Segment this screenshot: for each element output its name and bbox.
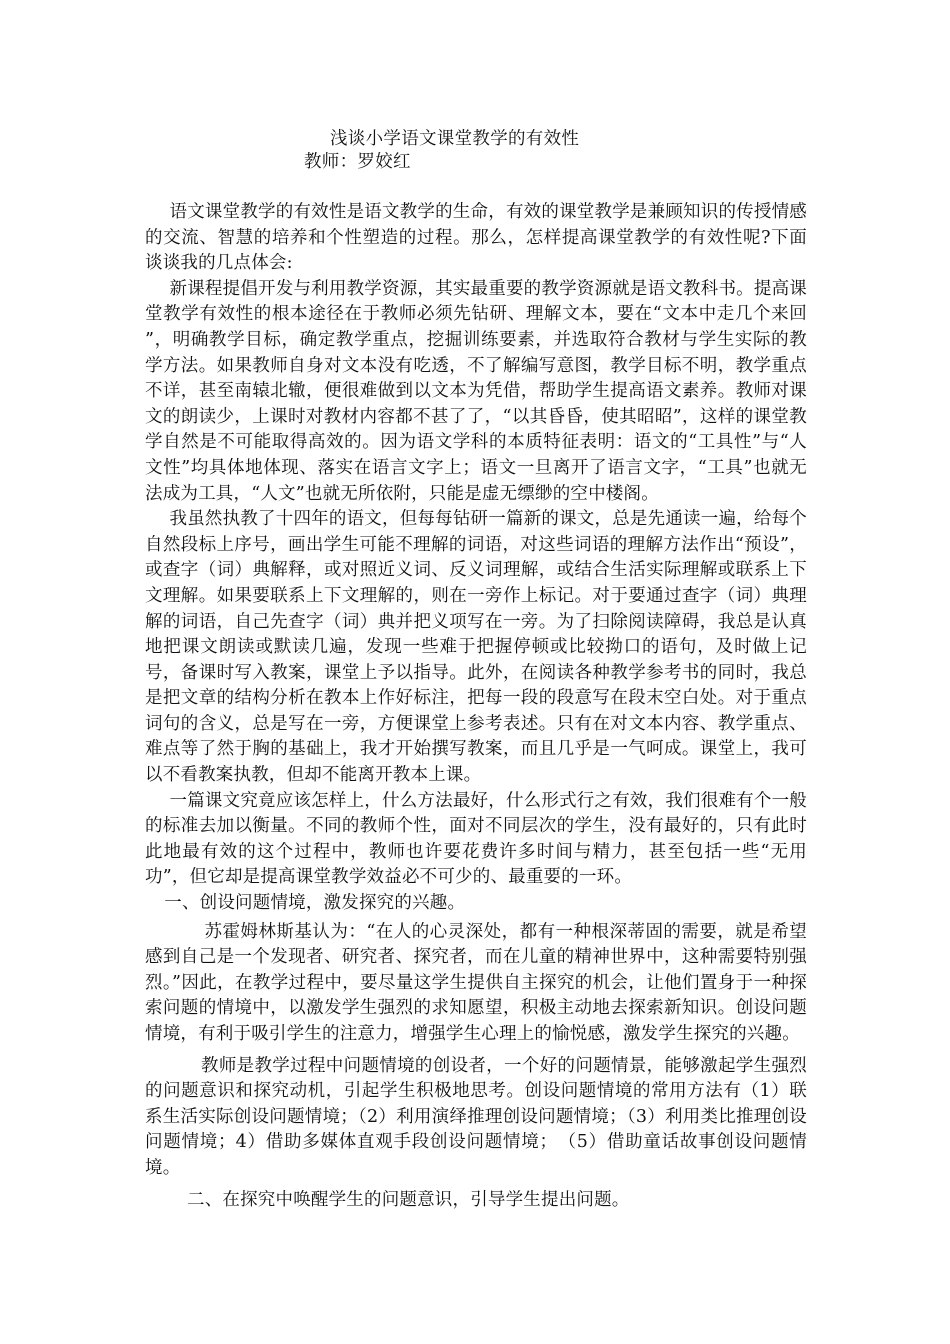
section-heading-1: 一、创设问题情境，激发探究的兴趣。 (164, 893, 466, 914)
paragraph-method: 一篇课文究竟应该怎样上，什么方法最好，什么形式行之有效，我们很难有个一般的标准去加以衡量。不同的教师个性，面对不同层次的学生，没有最好的，只有此时此地最有效的这个过程中，教师也许要花费许多时间与精力，甚至包括一些“无用功”，但它却是提高课堂教学效益必不可少的、最重要的一环。 (145, 790, 807, 888)
paragraph-intro: 语文课堂教学的有效性是语文教学的生命，有效的课堂教学是兼顾知识的传授情感的交流、智慧的培养和个性塑造的过程。那么，怎样提高课堂教学的有效性呢?下面谈谈我的几点体会: (145, 202, 807, 274)
document-title: 浅谈小学语文课堂教学的有效性 (330, 129, 580, 149)
paragraph-experience: 我虽然执教了十四年的语文，但每每钻研一篇新的课文，总是先通读一遍，给每个自然段标上序号，画出学生可能不理解的词语，对这些词语的理解方法作出“预设”，或查字（词）典解释，或对照近义词、反义词理解，或结合生活实际理解或联系上下文理解。如果要联系上下文理解的，则在一旁作上标记。对于要通过查字（词）典理解的词语，自己先查字（词）典并把义项写在一旁。为了扫除阅读障碍，我总是认真地把课文朗读或默读几遍，发现一些难于把握停顿或比较拗口的语句，及时做上记号，备课时写入教案，课堂上予以指导。此外，在阅读各种教学参考书的同时，我总是把文章的结构分析在教本上作好标注，把每一段的段意写在段末空白处。对于重点词句的含义，总是写在一旁，方便课堂上参考表述。只有在对文本内容、教学重点、难点等了然于胸的基础上，我才开始撰写教案，而且几乎是一气呵成。课堂上，我可以不看教案执教，但却不能离开教本上课。 (145, 509, 807, 786)
paragraph-textbook: 新课程提倡开发与利用教学资源，其实最重要的教学资源就是语文教科书。提高课堂教学有效性的根本途径在于教师必须先钻研、理解文本，要在“文本中走几个来回 ”，明确教学目标，确定教学重点，挖掘训练要素，并选取符合教材与学生实际的教学方法。如果教师自身对文本没有吃透，不了解编写意图，教学目标不明，教学重点不详，甚至南辕北辙，便很难做到以文本为凭借，帮助学生提高语文素养。教师对课文的朗读少，上课时对教材内容都不甚了了，“以其昏昏，使其昭昭”，这样的课堂教学自然是不可能取得高效的。因为语文学科的本质特征表明：语文的“工具性”与“人文性”均具体地体现、落实在语言文字上；语文一旦离开了语言文字，“工具”也就无法成为工具，“人文”也就无所依附，只能是虚无缥缈的空中楼阁。 (145, 278, 807, 504)
section-heading-2: 二、在探究中唤醒学生的问题意识，引导学生提出问题。 (187, 1189, 630, 1210)
document-body (145, 200, 807, 1213)
paragraph-problem-situation: 教师是教学过程中问题情境的创设者，一个好的问题情景，能够激起学生强烈的问题意识和探究动机，引起学生积极地思考。创设问题情境的常用方法有（1）联系生活实际创设问题情境；（2）利用演绎推理创设问题情境；（3）利用类比推理创设问题情境；4）借助多媒体直观手段创设问题情境； （5）借助童话故事创设问题情境。 (145, 1055, 807, 1178)
document-author: 教师：罗姣红 (304, 152, 411, 172)
paragraph-quote: 苏霍姆林斯基认为：“在人的心灵深处，都有一种根深蒂固的需要，就是希望感到自己是一个发现者、研究者、探究者，而在儿童的精神世界中，这种需要特别强烈。”因此，在教学过程中，要尽量这学生提供自主探究的机会，让他们置身于一种探索问题的情境中，以激发学生强烈的求知愿望，积极主动地去探索新知识。创设问题情境，有利于吸引学生的注意力，增强学生心理上的愉悦感，激发学生探究的兴趣。 (145, 921, 807, 1044)
